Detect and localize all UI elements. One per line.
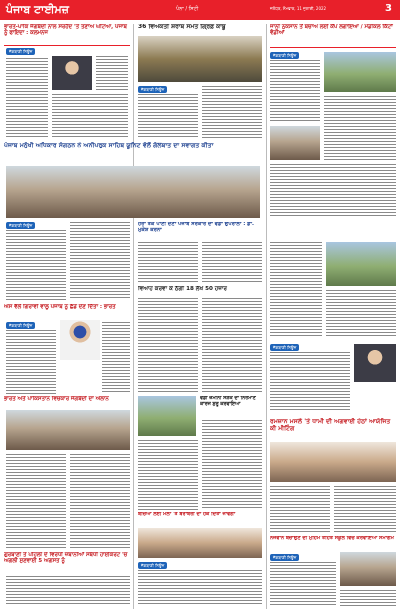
byline: ਜੱਗਬਾਣੀ ਨਿਊਜ਼ — [270, 554, 299, 561]
article-body — [324, 96, 396, 160]
article-body — [270, 486, 330, 532]
newspaper-title: ਪੰਜਾਬ ਟਾਈਮਜ਼ — [6, 3, 69, 16]
article-body — [138, 94, 198, 138]
article-body — [70, 222, 130, 300]
byline: ਜੱਗਬਾਣੀ ਨਿਊਜ਼ — [270, 52, 299, 59]
article-body — [70, 454, 130, 548]
article-headline[interactable]: ਭਾਰਤ-ਪਾਕਿ ਜੰਗਬੰਦੀ ਨਾਲ ਸਰਹੱਦ 'ਤੇ ਤਣਾਅ ਘਟਿਆ, ਪੰਜਾਬ ਨੂੰ ਫਾਇਦਾ : ਕਲਮਨਜ — [4, 24, 127, 37]
article-photo — [138, 396, 196, 436]
article-headline[interactable]: ਰਮਜ਼ਾਨ ਮਸਲੇ 'ਤੇ ਧਾਮੀ ਦੀ ਅਗਵਾਈ ਹੇਠਾਂ ਆਯੋਜਿਤ ਕੀ ਮੀਟਿੰਗ — [270, 418, 391, 433]
article-photo — [340, 552, 396, 586]
article-photo — [326, 242, 396, 286]
article-body — [96, 56, 128, 90]
article-body — [270, 60, 320, 122]
section-rule — [270, 47, 396, 48]
article-body — [270, 164, 396, 216]
article-photo — [52, 56, 92, 90]
article-body — [202, 242, 262, 282]
article-body — [102, 322, 130, 394]
byline: ਜੱਗਬਾਣੀ ਨਿਊਜ਼ — [138, 562, 167, 569]
byline: ਜੱਗਬਾਣੀ ਨਿਊਜ਼ — [270, 344, 299, 351]
article-body — [340, 590, 396, 606]
byline: ਜੱਗਬਾਣੀ ਨਿਊਜ਼ — [6, 222, 35, 229]
article-headline[interactable]: 36 ਵਿਅਕਤੀ ਸ਼ਰਾਬ ਸਮੇਤ ਗ੍ਰਿਫ਼ ਕਾਬੂ — [138, 24, 226, 30]
article-body — [6, 454, 66, 548]
article-body — [326, 290, 396, 338]
issue-info: ਜਲੰਧਰ, ਸੋਮਵਾਰ, 11 ਜੁਲਾਈ, 2022 — [270, 6, 327, 11]
article-body — [270, 352, 350, 412]
article-photo — [6, 410, 130, 450]
article-body — [138, 440, 198, 510]
article-body — [270, 242, 322, 338]
article-headline[interactable]: ਪੰਜਾਬ ਮਨੁੱਖੀ ਅਧਿਕਾਰ ਸੰਗਠਨ ਨੇ ਅਨੀਪਰੁਕ ਸਾਹਿਬ ਯੂਨਿਟ ਵੱਲੋਂ ਗੱਲਬਾਤ ਦਾ ਸਵਾਗਤ ਕੀਤਾ — [4, 142, 214, 149]
byline: ਜੱਗਬਾਣੀ ਨਿਊਜ਼ — [138, 86, 167, 93]
article-body — [138, 298, 198, 392]
page-number: 3 — [385, 3, 392, 14]
article-body — [270, 562, 336, 606]
article-photo — [270, 126, 320, 160]
column-divider — [266, 24, 267, 609]
article-photo — [138, 36, 262, 82]
article-body — [6, 58, 48, 138]
article-headline[interactable]: ਭਾਰਤ ਅਤੇ ਪਾਕਿਸਤਾਨ ਵਿਚਕਾਰ ਜੰਗਬੰਦੀ ਦਾ ਐਲਾਨ — [4, 396, 109, 402]
article-body — [202, 298, 262, 392]
masthead — [0, 0, 400, 20]
section-rule — [4, 45, 130, 46]
article-photo — [60, 320, 100, 360]
article-body — [6, 330, 56, 394]
article-body — [138, 570, 262, 606]
article-body — [6, 230, 66, 300]
byline: ਜੱਗਬਾਣੀ ਨਿਊਜ਼ — [6, 48, 35, 55]
article-body — [138, 242, 198, 282]
article-body — [52, 94, 128, 138]
byline: ਜੱਗਬਾਣੀ ਨਿਊਜ਼ — [6, 322, 35, 329]
article-photo — [270, 442, 396, 482]
article-photo — [138, 528, 262, 558]
article-photo — [6, 166, 260, 218]
article-headline[interactable]: ਵੱਡੀ ਜ਼ਮੀਨੀ ਸੜਕ ਦਾ ਨਿਰਮਾਣ ਕਾਰਜ ਸ਼ੁਰੂ ਕਰਵਾਇਆ — [200, 396, 256, 407]
article-headline[interactable]: ਵਿਆਹ ਕਰਵਾ ਕੇ ਠੱਗੀ 18 ਲੱਖ 50 ਹਜ਼ਾਰ — [138, 286, 227, 292]
article-headline[interactable]: ਗੁਰਬਾਣੀ ਤੇ ਪਹਿਲੀ ਦੇ ਵਿਰੋਧੀ ਜ਼ਬਾਨੀਆਂ ਸਬੰਧੀ ਹਾਈਕੋਰਟ 'ਚ ਅਗਲੀ ਸੁਣਵਾਈ 5 ਅਗਸਤ ਨੂੰ — [4, 552, 128, 565]
article-photo — [354, 344, 396, 382]
article-headline[interactable]: ਜਾਨੀ ਨੁਕਸਾਨ ਤੋਂ ਬਚਾਅ ਲਈ ਕੈਂਪ ਲਗਾਇਆ / ਮੈਡੀਕਲ ਕਿੱਟਾਂ ਵੰਡੀਆਂ — [270, 24, 393, 37]
page-section-label: ਪੰਨਾ / ਸਿਟੀ — [176, 6, 199, 12]
article-body — [202, 86, 262, 138]
column-divider — [133, 24, 134, 609]
article-body — [6, 576, 130, 606]
article-body — [334, 486, 396, 532]
article-headline[interactable]: ਨੌਜਵਾਨ ਬਚਾਉਣ ਦੀ ਮੁਹਿੰਮ ਤਹਿਤ ਸਕੂਲ ਵਿੱਚ ਕਰਵਾਇਆ ਸਮਾਗਮ — [270, 536, 394, 541]
article-photo — [324, 52, 396, 92]
article-headline[interactable]: ਹੋਰਾਂ ਤੱਕ ਪਾਣੀ ਦੇਣਾ ਪੰਜਾਬ ਸਰਕਾਰ ਦਾ ਵੱਡਾ ਉਪਰਾਲਾ : ਡਾ. ਮੁਕੇਸ਼ ਕਰਨਾ — [138, 222, 254, 233]
article-body — [202, 420, 262, 510]
article-headline[interactable]: ਐਸ ਵੱਲੋਂ ਗਿਰਾਵੀ ਵਾਲੂ ਪੰਜਾਬ ਨੂੰ ਛੱਡੇ ਦੇਣ ਦਿੱਤਾ : ਭਾਰਤ — [4, 304, 116, 310]
article-headline[interactable]: ਬੱਚਿਆਂ ਲਈ ਮੇਲਾ 'ਤੇ ਬਰਾਬਰੀ ਦਾ ਹੱਕ ਦਿੱਤਾ ਜਾਵੇਗਾ — [138, 512, 236, 517]
